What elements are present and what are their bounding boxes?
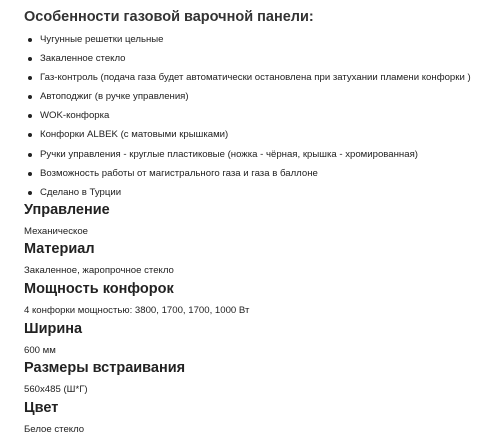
spec-title: Цвет xyxy=(24,400,59,416)
feature-item: Автоподжиг (в ручке управления) xyxy=(26,87,498,106)
spec-title: Размеры встраивания xyxy=(24,360,186,376)
feature-item: Газ-контроль (подача газа будет автоматически остановлена при затухании пламени конфорки ) xyxy=(26,68,498,87)
feature-item: Сделано в Турции xyxy=(26,183,498,202)
spec-value: 600 мм xyxy=(24,345,56,356)
features-heading: Особенности газовой варочной панели: xyxy=(24,9,314,25)
spec-color xyxy=(24,398,494,437)
feature-item: Возможность работы от магистрального газа и газа в баллоне xyxy=(26,164,498,183)
spec-value: 4 конфорки мощностью: 3800, 1700, 1700, 1000 Вт xyxy=(24,305,250,316)
spec-burner-power xyxy=(24,279,494,318)
feature-item: Ручки управления - круглые пластиковые (ножка - чёрная, крышка - хромированная) xyxy=(26,145,498,164)
spec-width xyxy=(24,319,494,358)
spec-cutout-size xyxy=(24,358,494,397)
spec-title: Управление xyxy=(24,202,110,218)
spec-material xyxy=(24,239,494,278)
spec-title: Материал xyxy=(24,241,95,257)
spec-title: Ширина xyxy=(24,321,83,337)
features-list xyxy=(26,30,498,202)
feature-item: Чугунные решетки цельные xyxy=(26,30,498,49)
feature-item: WOK-конфорка xyxy=(26,106,498,125)
feature-item: Конфорки ALBEK (с матовыми крышками) xyxy=(26,125,498,144)
spec-control xyxy=(24,200,494,239)
spec-value: Закаленное, жаропрочное стекло xyxy=(24,265,174,276)
spec-title: Мощность конфорок xyxy=(24,281,174,297)
feature-item: Закаленное стекло xyxy=(26,49,498,68)
spec-value: 560x485 (Ш*Г) xyxy=(24,384,88,395)
spec-value: Механическое xyxy=(24,226,89,237)
spec-value: Белое стекло xyxy=(24,424,85,435)
